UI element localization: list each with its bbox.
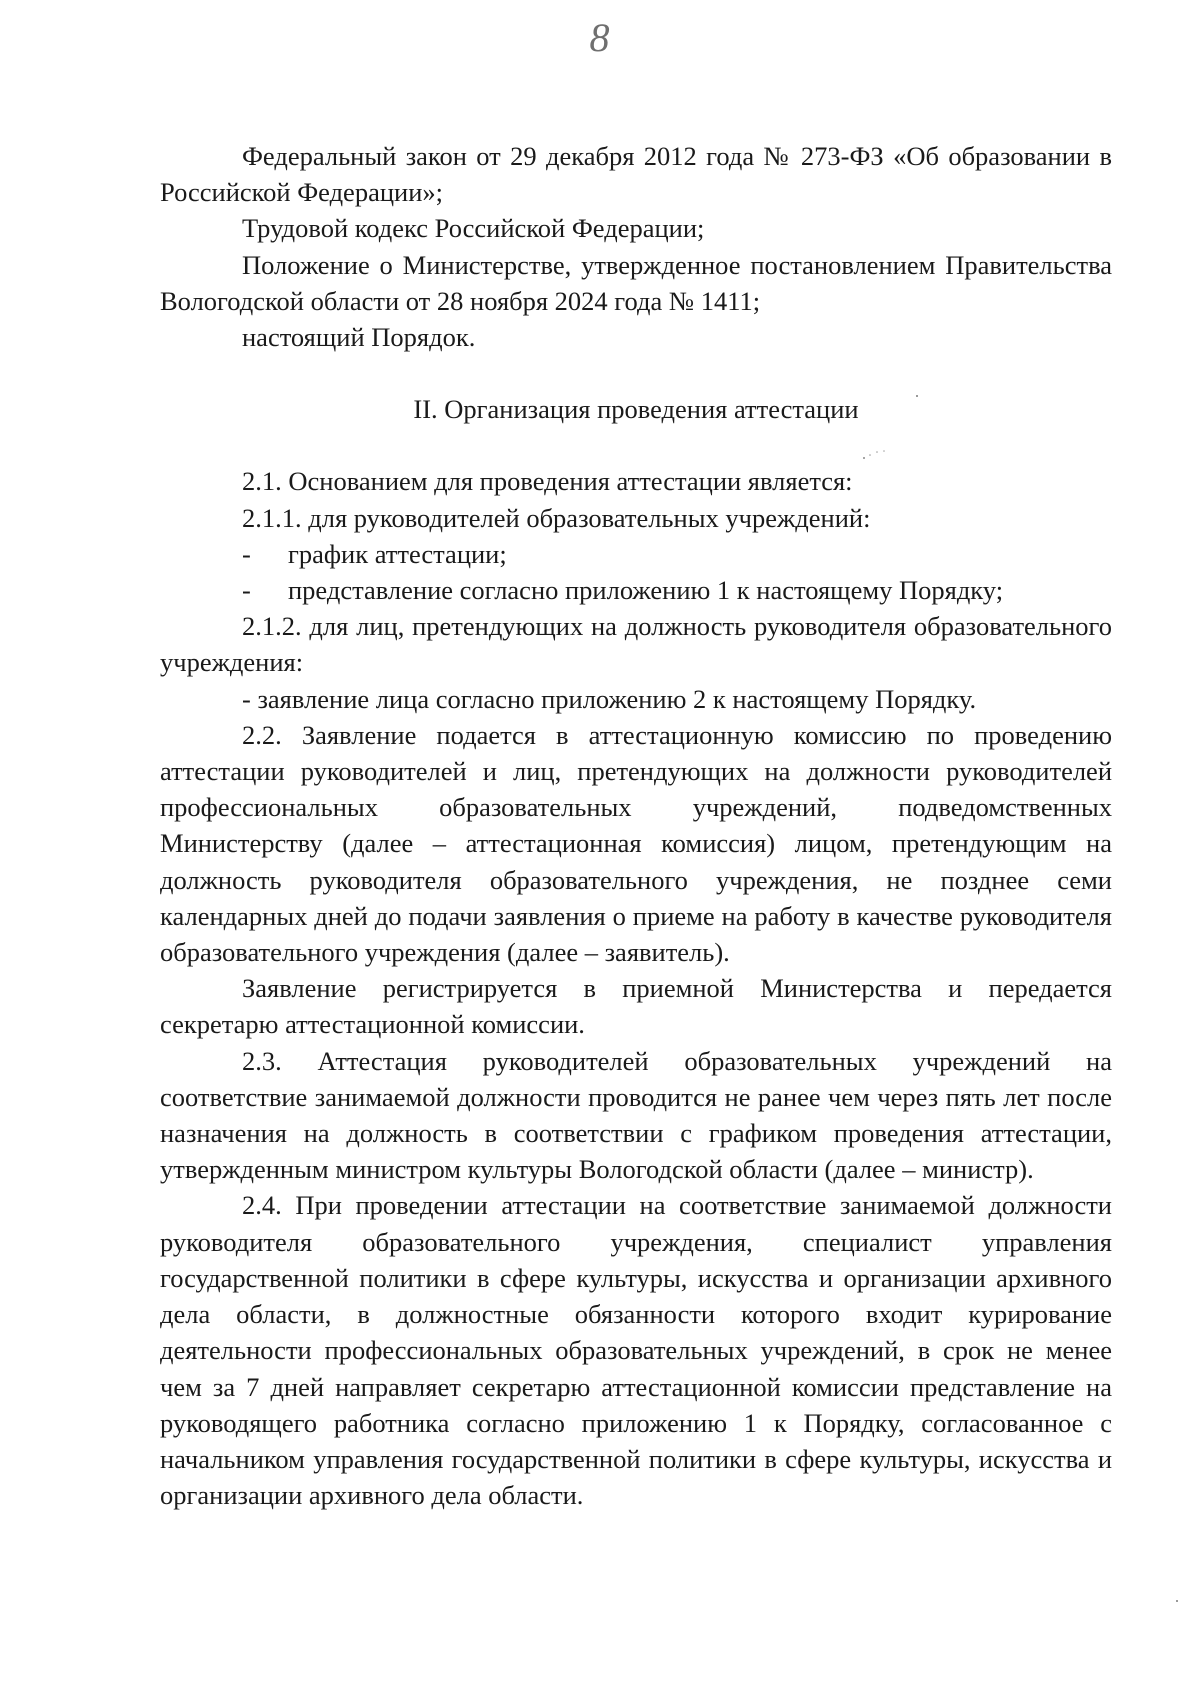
clause-2-2: 2.2. Заявление подается в аттестационную комиссию по проведению аттестации руководителей и лиц, претендующих на должности руководителей профессиональных образовательных учреждений, подведомственных Министерству (далее – аттестационная комиссия) лицом, претендующим на должность руководителя образовательного учреждения, не позднее семи календарных дней до подачи заявления о приеме на работу в качестве руководителя образовательного учреждения (далее – заявитель). xyxy=(160,719,1112,968)
clause-2-4: 2.4. При проведении аттестации на соответствие занимаемой должности руководителя образовательного учреждения, специалист управления государственной политики в сфере культуры, искусства и организации архивного дела области, в должностные обязанности которого входит курирование деятельности профессиональных образовательных учреждений, в срок не менее чем за 7 дней направляет секретарю аттестационной комиссии представление на руководящего работника согласно приложению 1 к Порядку, согласованное с начальником управления государственной политики в сфере культуры, искусства и организации архивного дела области. xyxy=(160,1190,1112,1511)
scan-dot xyxy=(916,395,918,397)
page-number: 8 xyxy=(589,15,611,60)
dash-list-item xyxy=(160,536,1112,572)
dash-marker: - xyxy=(242,575,251,606)
legal-basis-item: настоящий Порядок. xyxy=(242,322,476,353)
section-heading: II. Организация проведения аттестации xyxy=(413,394,859,425)
dash-marker: - xyxy=(242,538,251,569)
clause-2-1-1: 2.1.1. для руководителей образовательных учреждений: xyxy=(242,502,871,533)
scan-dot xyxy=(1176,1600,1178,1602)
clause-2-2-registration: Заявление регистрируется в приемной Министерства и передается секретарю аттестационной комиссии. xyxy=(160,973,1112,1040)
scan-specks xyxy=(860,448,890,462)
document-body xyxy=(160,138,1112,1513)
dash-list-text: график аттестации; xyxy=(288,538,507,569)
clause-2-3: 2.3. Аттестация руководителей образовательных учреждений на соответствие занимаемой должности проводится не ранее чем через пять лет после назначения на должность в соответствии с графиком проведения аттестации, утвержденным министром культуры Вологодской области (далее – министр). xyxy=(160,1045,1112,1185)
legal-basis-item: Федеральный закон от 29 декабря 2012 года № 273-ФЗ «Об образовании в Российской Федерации»; xyxy=(160,141,1112,208)
clause-2-1: 2.1. Основанием для проведения аттестации является: xyxy=(242,466,853,497)
legal-basis-item: Положение о Министерстве, утвержденное постановлением Правительства Вологодской области от 28 ноября 2024 года № 1411; xyxy=(160,249,1112,316)
legal-basis-item: Трудовой кодекс Российской Федерации; xyxy=(242,213,705,244)
clause-2-1-2: 2.1.2. для лиц, претендующих на должность руководителя образовательного учреждения: xyxy=(160,611,1112,678)
dash-list-text: представление согласно приложению 1 к настоящему Порядку; xyxy=(288,575,1004,606)
clause-2-1-2-item: - заявление лица согласно приложению 2 к настоящему Порядку. xyxy=(242,683,977,714)
dash-list-item xyxy=(160,572,1112,608)
